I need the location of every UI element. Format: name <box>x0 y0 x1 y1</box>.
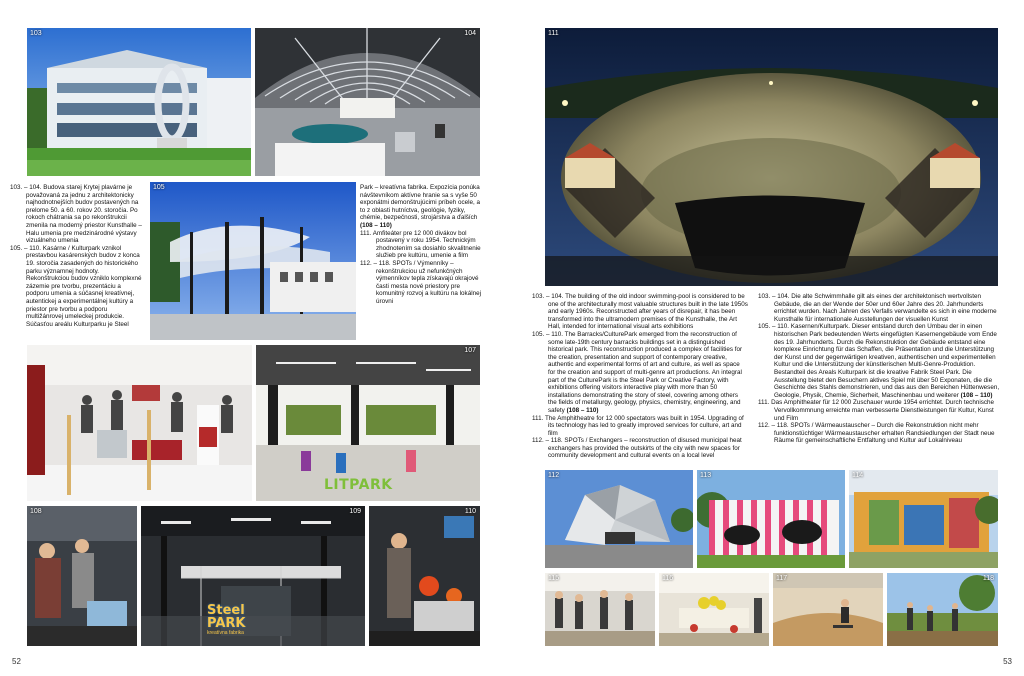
photo-number: 103 <box>30 30 42 37</box>
photo-number: 104 <box>464 30 476 37</box>
caption-paragraph: 112. – 118. SPOTs / Wärmeaustauscher – Durch die Rekonstruktion nicht mehr funktionstüchtiger Wärmeaustauscher erhalten Randsiedlungen der Stadt neue Räume für gemeinschaftliche Entfaltung und Kultur auf Lokalniveau <box>758 422 995 445</box>
page-number-right: 53 <box>1003 657 1012 666</box>
caption-paragraph: 112. – 118. SPOTs / Výmenníky – rekonštrukciou už nefunkčných výmenníkov tepla získavajú okrajové časti mesta nové priestory pre komunitný rozvoj a kultúru na lokálnej úrovni <box>360 259 482 305</box>
steelpark-logo <box>207 604 265 636</box>
german-captions <box>758 293 1002 445</box>
caption-paragraph <box>360 184 484 230</box>
photo-114-spot-mural <box>849 470 998 568</box>
photo-109-steelpark-interior <box>141 506 365 646</box>
photo-number: 105 <box>153 184 165 191</box>
photo-number: 108 <box>30 508 42 515</box>
slovak-caption-column-2 <box>360 184 484 306</box>
photo-111-amphitheatre <box>545 28 998 286</box>
caption-paragraph: 111. Das Amphitheater für 12 000 Zuschauer wurde 1954 errichtet. Durch technische Vervollkommnung erreichte man verbesserte Dienstleistungen für Kultur, Kunst und Film <box>758 399 995 422</box>
photo-112-spot-building <box>545 470 693 568</box>
photo-number: 109 <box>349 508 361 515</box>
photo-number: 118 <box>982 575 994 582</box>
photo-folk-exhibition <box>27 345 252 501</box>
photo-116-spot-flowers <box>659 573 769 646</box>
english-captions <box>532 293 748 460</box>
photo-107-litpark-library <box>256 345 480 501</box>
photo-104-kunsthalle-interior <box>255 28 480 176</box>
photo-115-spot-event <box>545 573 655 646</box>
caption-paragraph: 103. – 104. The building of the old indoor swimming-pool is considered to be one of the architecturally most valuable structures built in the late 1950s and early 1960s. Reconstructed after years of disrepair, it has been transformed into the ultramodern premises of the Kunsthalle, the Art Hall, intended for international visual arts exhibitions <box>532 293 748 331</box>
photo-number: 110 <box>464 508 476 515</box>
photo-108-steelpark-visitors <box>27 506 137 646</box>
litpark-logo: LITPARK <box>324 477 393 493</box>
caption-paragraph: 111. The Amphitheatre for 12 000 spectators was built in 1954. Upgrading of its technology has led to greatly improved services for culture, art and film <box>532 414 744 437</box>
photo-number: 115 <box>548 575 560 582</box>
caption-paragraph: 112. – 118. SPOTs / Exchangers – reconstruction of disused municipal heat exchangers has provided the outskirts of the city with new spaces for community development and cultural events on a local level <box>532 437 742 460</box>
steelpark-logo-subtitle: kreatívna fabrika <box>207 630 244 636</box>
right-page <box>512 0 1024 676</box>
photo-118-spot-garden <box>887 573 998 646</box>
photo-number: 111 <box>548 30 559 37</box>
caption-paragraph: 105. – 110. Kasárne / Kulturpark vznikol prestavbou kasárenských budov z konca 19. storočia zasadených do historického parku významnej hodnoty. Rekonštrukciou budov vzniklo komplexné zázemie pre tvorbu, prezentáciu a podporu umenia a súčasnej kreatívnej, autentickej a experimentálnej kultúry a priestor pre tvorbu a podporu multižánrovej umeleckej produkcie. Súčasťou areálu Kulturparku je Steel <box>10 244 142 328</box>
photo-number: 114 <box>852 472 864 479</box>
caption-text: 105. – 110. The Barracks/CulturePark emerged from the reconstruction of some late-19th century barracks buildings set in a distinguished historical park. This reconstruction produced a complex of facilities for the creation, presentation and support of contemporary creative, authentic and experimental forms of art and culture, as well as space for the creation and support of multi-genre art productions. An integral part of the CulturePark is the Steel Park or Creative Factory, with exhibitions offering visitors interactive play with more than 50 installations demonstrating the story of steel, covering among others the fields of metallurgy, geology, physics, chemistry, engineering, and safety <box>532 330 743 414</box>
caption-paragraph: 103. – 104. Budova starej Krytej plavárne je považovaná za jednu z architektonicky najhodnotnejších budov postavených na prelome 50. a 60. rokov 20. storočia. Po rokoch chátrania sa po rekonštrukcii zmenila na moderný priestor Kunsthalle – Halu umenia pre medzinárodné výstavy vizuálneho umenia <box>10 184 142 245</box>
caption-bold-ref: (108 – 110) <box>566 406 599 414</box>
photo-113-spot-striped-wall <box>697 470 845 568</box>
caption-bold-ref: (108 – 110) <box>360 221 392 229</box>
photo-number: 113 <box>700 472 712 479</box>
photo-number: 112 <box>548 472 560 479</box>
photo-number: 116 <box>662 575 674 582</box>
slovak-caption-column-1 <box>10 184 144 328</box>
photo-number: 117 <box>776 575 788 582</box>
caption-bold-ref: (108 – 110) <box>960 391 993 399</box>
photo-117-spot-skate <box>773 573 883 646</box>
photo-103-kunsthalle-exterior <box>27 28 251 176</box>
page-number-left: 52 <box>12 657 21 666</box>
caption-paragraph: 111. Amfiteáter pre 12 000 divákov bol postavený v roku 1954. Technickým zhodnotením sa dosiahlo skvalitnenie služieb pre kultúru, umenie a film <box>360 229 481 260</box>
caption-paragraph: 103. – 104. Die alte Schwimmhalle gilt als eines der architektonisch wertvollsten Gebäude, die an der Wende der 50er und 60er Jahre des 20. Jahrhunderts errichtet wurden. Nach Jahren des Verfalls verwandelte es sich in eine moderne Kunsthalle für internationale Ausstellungen der visuellen Kunst <box>758 293 997 323</box>
caption-paragraph <box>532 331 748 415</box>
caption-text: Park – kreatívna fabrika. Expozícia ponúka návštevníkom aktívne hranie sa s vyše 50 exponátmi demonštrujúcimi príbeh ocele, a to z oblasti hutníctva, geológie, fyziky, chémie, bezpečnosti, strojárstva a ďalších <box>360 184 481 222</box>
photo-number: 107 <box>464 347 476 354</box>
caption-text: 105. – 110. Kasernen/Kulturpark. Dieser entstand durch den Umbau der in einen historischen Park bedeutenden Werts eingefügten Kasernengebäude vom Ende des 19. Jahrhunderts. Durch die Rekonstruktion der Gebäude entstand eine komplexe Einrichtung für das Schaffen, die Präsentation und die Unterstützung der Kunst und der gegenwärtigen kreativen, authentischen und experimentellen Kultur und die Unterstützung der künstlerischen Multi-Genre-Produktion. Bestandteil des Areals Kulturpark ist die kreative Fabrik Steel Park. Die Ausstellung bietet den Besuchern aktives Spiel mit über 50 Exponaten, die die Geschichte des Stahls demonstrieren, und das aus den Bereichen Hüttenwesen, Geologie, Physik, Chemie, Sicherheit, Maschinenbau und weiterer <box>758 323 1000 399</box>
caption-paragraph <box>758 323 1002 399</box>
steelpark-logo-text: Steel PARK <box>207 603 246 631</box>
photo-105-kulturpark-exterior <box>150 182 356 340</box>
photo-110-steelpark-exhibit <box>369 506 480 646</box>
